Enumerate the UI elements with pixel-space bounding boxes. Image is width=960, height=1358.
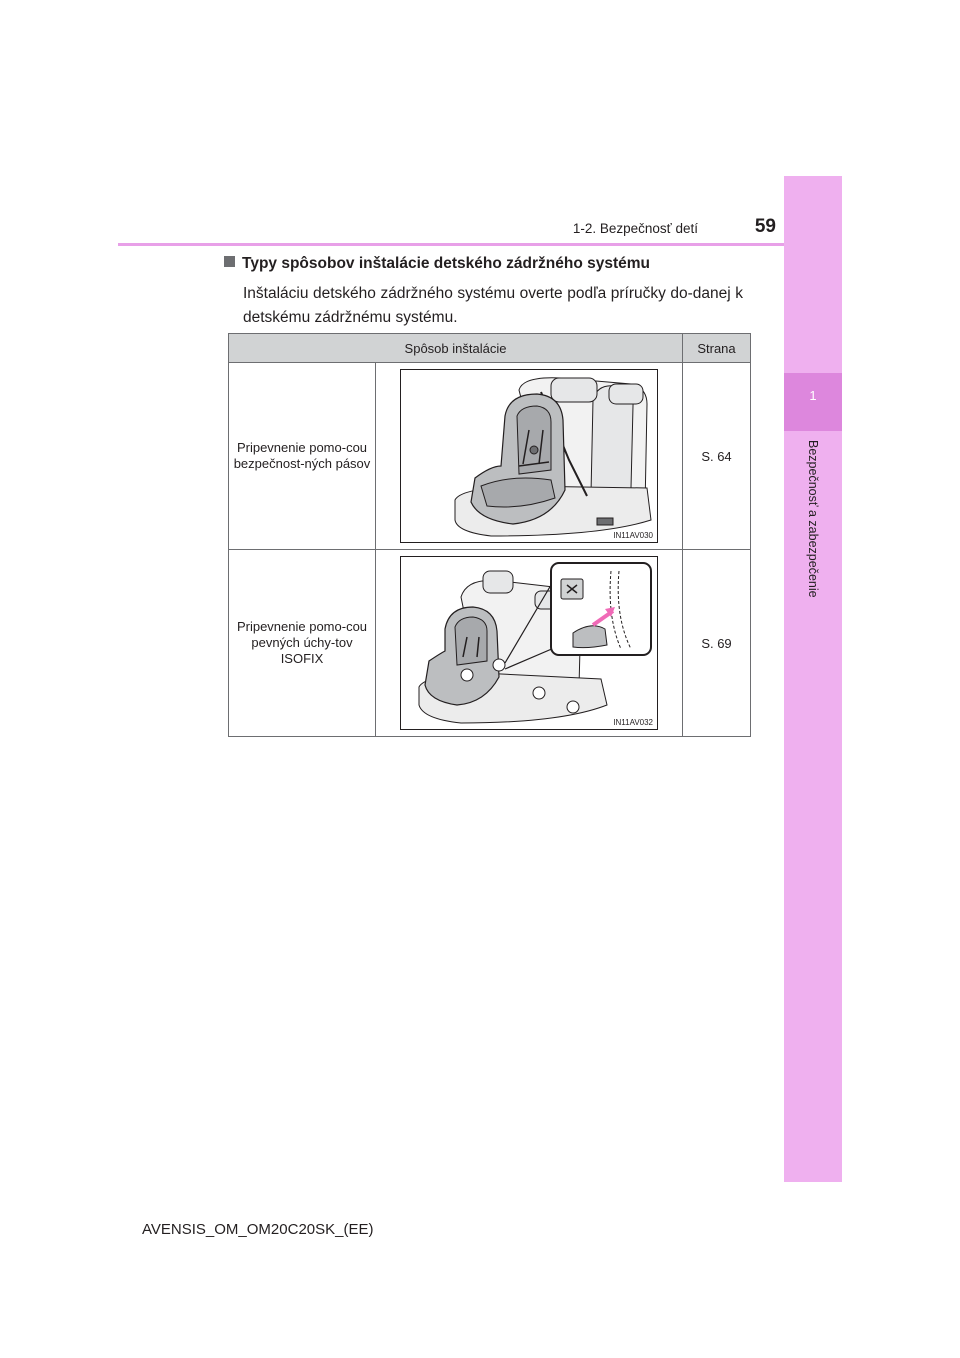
column-header-method: Spôsob inštalácie xyxy=(229,334,683,363)
section-heading xyxy=(224,255,650,273)
table-header-row xyxy=(229,334,751,363)
header-section-title: 1-2. Bezpečnosť detí xyxy=(572,221,698,236)
method-label: Pripevnenie pomo-cou pevných úchy-tov ISOFIX xyxy=(229,550,376,737)
table-row xyxy=(229,363,751,550)
isofix-installation-figure xyxy=(400,556,658,730)
chapter-title: Bezpečnosť a zabezpečenie xyxy=(806,440,820,598)
table-row xyxy=(229,550,751,737)
document-code: AVENSIS_OM_OM20C20SK_(EE) xyxy=(142,1221,374,1238)
header-divider xyxy=(118,243,784,246)
installation-methods-table xyxy=(228,333,751,737)
chapter-number: 1 xyxy=(809,388,817,403)
method-label: Pripevnenie pomo-cou bezpečnost-ných pásov xyxy=(229,363,376,550)
figure-cell xyxy=(376,363,683,550)
page-reference: S. 69 xyxy=(683,550,751,737)
section-heading-text: Typy spôsobov inštalácie detského zádržného systému xyxy=(242,255,650,272)
intro-paragraph: Inštaláciu detského zádržného systému overte podľa príručky do-danej k detskému zádržnému systému. xyxy=(243,285,743,326)
page-number: 59 xyxy=(754,216,776,237)
isofix-child-seat-illustration xyxy=(401,557,657,729)
figure-code: IN11AV030 xyxy=(613,531,653,540)
square-bullet-icon xyxy=(224,256,235,267)
seatbelt-installation-figure xyxy=(400,369,658,543)
figure-code: IN11AV032 xyxy=(613,718,653,727)
seatbelt-child-seat-illustration xyxy=(401,370,657,542)
page-reference: S. 64 xyxy=(683,363,751,550)
column-header-page: Strana xyxy=(683,334,751,363)
figure-cell xyxy=(376,550,683,737)
chapter-side-tab xyxy=(784,176,842,1182)
